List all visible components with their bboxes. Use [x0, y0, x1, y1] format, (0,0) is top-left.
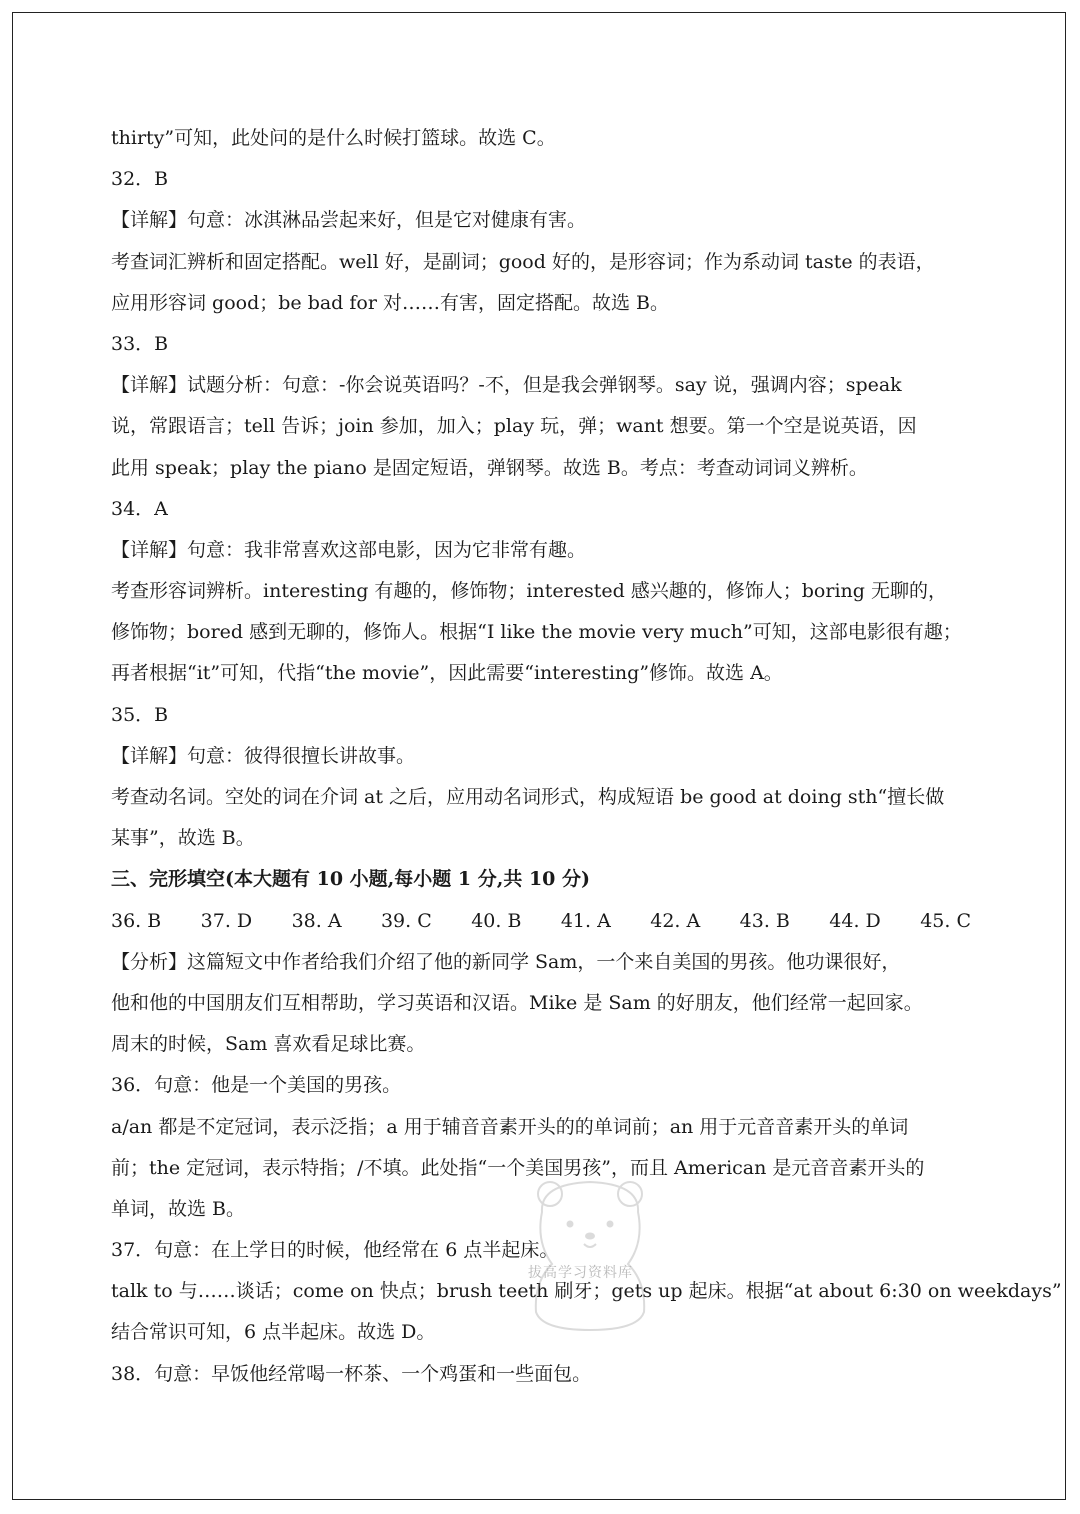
question-number: 35．B: [111, 703, 169, 726]
question-number: 32．B: [111, 168, 169, 191]
question-number: 33．B: [111, 332, 169, 355]
text-line: 考查词汇辨析和固定搭配。well 好，是副词；good 好的，是形容词；作为系动词 taste 的表语，: [111, 250, 935, 273]
answer-item: 44. D: [829, 909, 881, 932]
answer-item: 43. B: [739, 909, 790, 932]
text-line: 单词，故选 B。: [111, 1197, 246, 1220]
answer-item: 36. B: [111, 909, 162, 932]
text-line: 前；the 定冠词，表示特指；/不填。此处指“一个美国男孩”，而且 American 是元音音素开头的: [111, 1156, 925, 1179]
text-line: 考查动名词。空处的词在介词 at 之后，应用动名词形式，构成短语 be good at doing sth“擅长做: [111, 786, 945, 808]
answer-item: 37. D: [200, 909, 253, 932]
answer-item: 42. A: [650, 909, 701, 932]
text-line: 考查形容词辨析。interesting 有趣的，修饰物；interested 感兴趣的，修饰人；boring 无聊的，: [111, 580, 947, 603]
text-line: 37．句意：在上学日的时候，他经常在 6 点半起床。: [111, 1239, 559, 1262]
text-line: 他和他的中国朋友们互相帮助，学习英语和汉语。Mike 是 Sam 的好朋友，他们经常一起回家。: [111, 991, 923, 1014]
text-line: 结合常识可知，6 点半起床。故选 D。: [111, 1321, 436, 1344]
answer-item: 41. A: [560, 909, 611, 932]
watermark-text: 拔高学习资料库: [528, 1265, 633, 1281]
text-line: 【详解】试题分析：句意：-你会说英语吗？-不，但是我会弹钢琴。say 说，强调内容；speak: [111, 374, 902, 397]
text-line: 【详解】句意：我非常喜欢这部电影，因为它非常有趣。: [111, 538, 587, 561]
answer-item: 40. B: [471, 909, 522, 932]
document-body: [111, 118, 1062, 1395]
text-line: 再者根据“it”可知，代指“the movie”，因此需要“interesting”修饰。故选 A。: [111, 662, 783, 685]
answer-item: 38. A: [291, 909, 342, 932]
text-line: thirty”可知，此处问的是什么时候打篮球。故选 C。: [111, 127, 556, 149]
text-line: a/an 都是不定冠词，表示泛指；a 用于辅音音素开头的的单词前；an 用于元音音素开头的单词: [111, 1115, 909, 1138]
text-line: talk to 与……谈话；come on 快点；brush teeth 刷牙；gets up 起床。根据“at about 6:30 on weekdays”: [111, 1280, 1062, 1303]
section-heading: 三、完形填空(本大题有 10 小题,每小题 1 分,共 10 分): [111, 868, 590, 891]
text-line: 【详解】句意：彼得很擅长讲故事。: [111, 744, 416, 767]
question-number: 34．A: [111, 497, 168, 520]
text-line: 36．句意：他是一个美国的男孩。: [111, 1074, 402, 1097]
text-line: 说，常跟语言；tell 告诉；join 参加，加入；play 玩，弹；want 想要。第一个空是说英语，因: [111, 415, 917, 438]
answer-key-row: [111, 901, 971, 942]
text-line: 【分析】这篇短文中作者给我们介绍了他的新同学 Sam，一个来自美国的男孩。他功课很好，: [111, 950, 901, 973]
text-line: 周末的时候，Sam 喜欢看足球比赛。: [111, 1033, 426, 1056]
text-line: 38．句意：早饭他经常喝一杯茶、一个鸡蛋和一些面包。: [111, 1362, 592, 1385]
answer-item: 39. C: [380, 909, 432, 932]
text-line: 【详解】句意：冰淇淋品尝起来好，但是它对健康有害。: [111, 209, 587, 232]
answer-item: 45. C: [920, 909, 971, 932]
text-line: 此用 speak；play the piano 是固定短语，弹钢琴。故选 B。考点：考查动词词义辨析。: [111, 456, 868, 479]
text-line: 应用形容词 good；be bad for 对……有害，固定搭配。故选 B。: [111, 291, 669, 314]
text-line: 某事”，故选 B。: [111, 827, 255, 850]
text-line: 修饰物；bored 感到无聊的，修饰人。根据“I like the movie very much”可知，这部电影很有趣；: [111, 621, 962, 644]
